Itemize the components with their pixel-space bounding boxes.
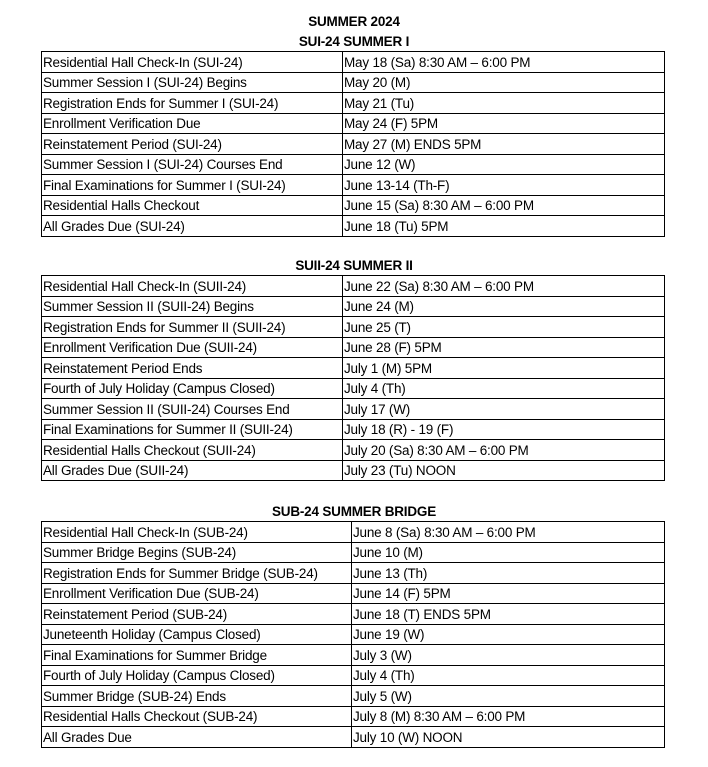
event-date-cell: June 18 (Tu) 5PM <box>343 216 665 237</box>
event-date-cell: May 20 (M) <box>343 72 665 93</box>
event-name-cell: Fourth of July Holiday (Campus Closed) <box>42 665 352 686</box>
table-row <box>42 296 665 317</box>
table-row <box>42 317 665 338</box>
event-name-cell: All Grades Due (SUII-24) <box>42 460 343 481</box>
event-name-cell: Reinstatement Period Ends <box>42 358 343 379</box>
event-name-cell: Summer Bridge Begins (SUB-24) <box>42 542 352 563</box>
event-date-cell: June 19 (W) <box>352 624 665 645</box>
summer-1-calendar-table <box>41 51 665 237</box>
event-name-cell: Summer Bridge (SUB-24) Ends <box>42 686 352 707</box>
table-row <box>42 337 665 358</box>
event-name-cell: Summer Session I (SUI-24) Courses End <box>42 154 343 175</box>
table-row <box>42 195 665 216</box>
table-row <box>42 399 665 420</box>
event-name-cell: Enrollment Verification Due (SUB-24) <box>42 583 352 604</box>
event-date-cell: July 8 (M) 8:30 AM – 6:00 PM <box>352 706 665 727</box>
event-date-cell: July 23 (Tu) NOON <box>343 460 665 481</box>
table-row <box>42 419 665 440</box>
table-row <box>42 440 665 461</box>
table-row <box>42 52 665 73</box>
table-row <box>42 645 665 666</box>
event-name-cell: All Grades Due (SUI-24) <box>42 216 343 237</box>
event-name-cell: Fourth of July Holiday (Campus Closed) <box>42 378 343 399</box>
event-date-cell: June 13-14 (Th-F) <box>343 175 665 196</box>
table-row <box>42 604 665 625</box>
event-date-cell: June 15 (Sa) 8:30 AM – 6:00 PM <box>343 195 665 216</box>
table-row <box>42 522 665 543</box>
event-date-cell: July 20 (Sa) 8:30 AM – 6:00 PM <box>343 440 665 461</box>
event-date-cell: July 5 (W) <box>352 686 665 707</box>
table-row <box>42 358 665 379</box>
table-row <box>42 378 665 399</box>
event-date-cell: July 17 (W) <box>343 399 665 420</box>
event-name-cell: Registration Ends for Summer I (SUI-24) <box>42 93 343 114</box>
event-name-cell: Summer Session II (SUII-24) Begins <box>42 296 343 317</box>
event-name-cell: Residential Hall Check-In (SUI-24) <box>42 52 343 73</box>
table-row <box>42 276 665 297</box>
event-date-cell: May 27 (M) ENDS 5PM <box>343 134 665 155</box>
event-date-cell: June 13 (Th) <box>352 563 665 584</box>
event-name-cell: Juneteenth Holiday (Campus Closed) <box>42 624 352 645</box>
table-row <box>42 706 665 727</box>
event-date-cell: June 28 (F) 5PM <box>343 337 665 358</box>
event-date-cell: June 10 (M) <box>352 542 665 563</box>
event-name-cell: Final Examinations for Summer II (SUII-24) <box>42 419 343 440</box>
table-row <box>42 72 665 93</box>
table-row <box>42 175 665 196</box>
section-heading-summer-bridge: SUB-24 SUMMER BRIDGE <box>271 504 437 519</box>
table-row <box>42 216 665 237</box>
event-name-cell: All Grades Due <box>42 727 352 748</box>
event-date-cell: June 8 (Sa) 8:30 AM – 6:00 PM <box>352 522 665 543</box>
event-date-cell: June 25 (T) <box>343 317 665 338</box>
event-date-cell: July 3 (W) <box>352 645 665 666</box>
document-title: SUMMER 2024 <box>308 14 400 29</box>
section-heading-summer-2: SUII-24 SUMMER II <box>295 258 413 273</box>
section-heading-summer-1: SUI-24 SUMMER I <box>298 34 410 49</box>
event-name-cell: Registration Ends for Summer Bridge (SUB-24) <box>42 563 352 584</box>
table-row <box>42 134 665 155</box>
event-name-cell: Residential Halls Checkout <box>42 195 343 216</box>
event-name-cell: Reinstatement Period (SUB-24) <box>42 604 352 625</box>
summer-2-calendar-table <box>41 275 665 481</box>
table-row <box>42 93 665 114</box>
event-name-cell: Summer Session II (SUII-24) Courses End <box>42 399 343 420</box>
table-row <box>42 686 665 707</box>
event-date-cell: June 18 (T) ENDS 5PM <box>352 604 665 625</box>
table-row <box>42 154 665 175</box>
table-row <box>42 624 665 645</box>
event-date-cell: July 4 (Th) <box>343 378 665 399</box>
event-name-cell: Residential Halls Checkout (SUB-24) <box>42 706 352 727</box>
event-date-cell: June 12 (W) <box>343 154 665 175</box>
event-name-cell: Reinstatement Period (SUI-24) <box>42 134 343 155</box>
event-name-cell: Summer Session I (SUI-24) Begins <box>42 72 343 93</box>
event-name-cell: Enrollment Verification Due (SUII-24) <box>42 337 343 358</box>
table-row <box>42 727 665 748</box>
event-date-cell: July 1 (M) 5PM <box>343 358 665 379</box>
table-row <box>42 542 665 563</box>
event-date-cell: May 18 (Sa) 8:30 AM – 6:00 PM <box>343 52 665 73</box>
event-name-cell: Registration Ends for Summer II (SUII-24) <box>42 317 343 338</box>
event-name-cell: Residential Hall Check-In (SUII-24) <box>42 276 343 297</box>
table-row <box>42 563 665 584</box>
table-row <box>42 583 665 604</box>
event-name-cell: Residential Hall Check-In (SUB-24) <box>42 522 352 543</box>
event-name-cell: Enrollment Verification Due <box>42 113 343 134</box>
table-row <box>42 460 665 481</box>
event-name-cell: Residential Halls Checkout (SUII-24) <box>42 440 343 461</box>
event-name-cell: Final Examinations for Summer Bridge <box>42 645 352 666</box>
summer-bridge-calendar-table <box>41 521 665 748</box>
event-date-cell: July 18 (R) - 19 (F) <box>343 419 665 440</box>
event-date-cell: June 14 (F) 5PM <box>352 583 665 604</box>
event-date-cell: July 4 (Th) <box>352 665 665 686</box>
table-row <box>42 665 665 686</box>
table-row <box>42 113 665 134</box>
event-name-cell: Final Examinations for Summer I (SUI-24) <box>42 175 343 196</box>
event-date-cell: May 21 (Tu) <box>343 93 665 114</box>
event-date-cell: May 24 (F) 5PM <box>343 113 665 134</box>
event-date-cell: July 10 (W) NOON <box>352 727 665 748</box>
event-date-cell: June 24 (M) <box>343 296 665 317</box>
event-date-cell: June 22 (Sa) 8:30 AM – 6:00 PM <box>343 276 665 297</box>
